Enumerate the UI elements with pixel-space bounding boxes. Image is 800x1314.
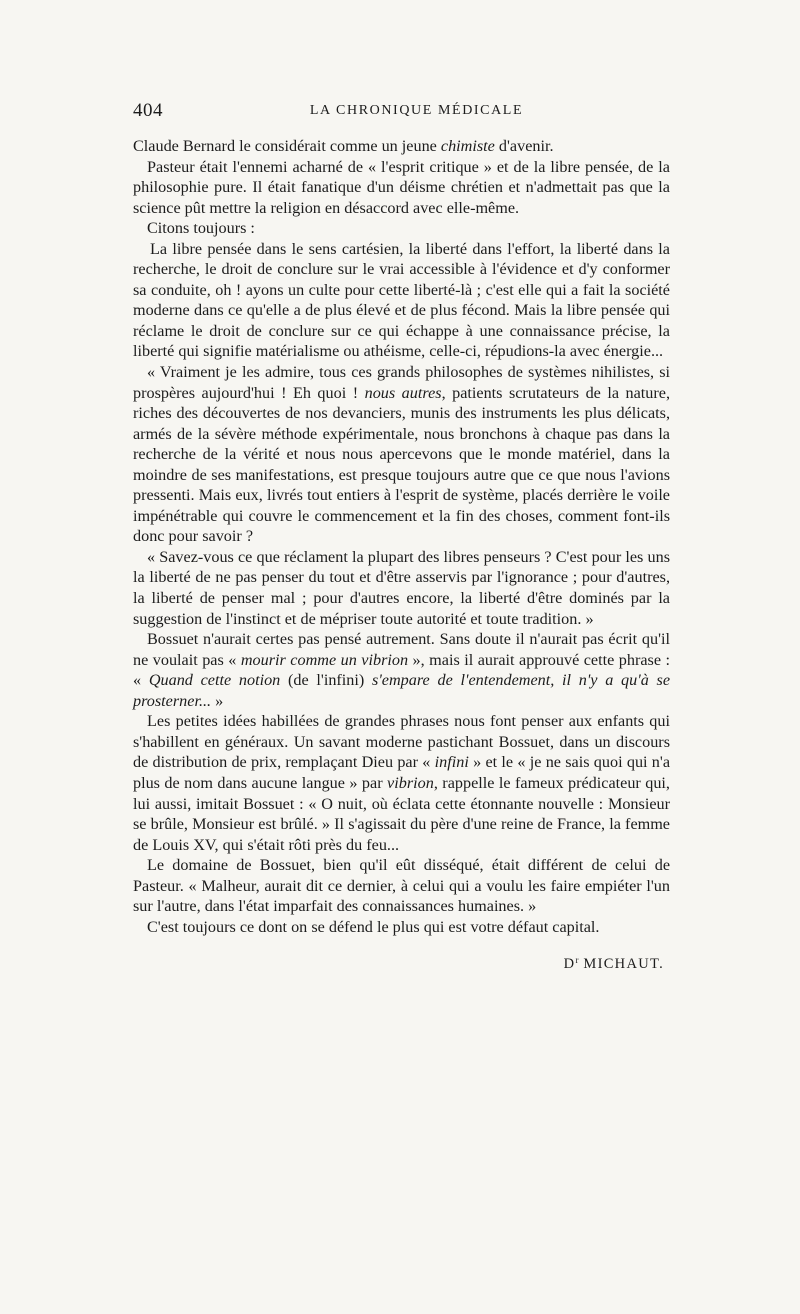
quote-paragraph-1: La libre pensée dans le sens cartésien, la liberté dans l'effort, la liberté dans la recherche, le droit de conclure sur le vrai accessible à l'évidence et d'y conformer sa conduite, oh ! ayons un culte pour cette liberté-là ; c'est elle qui a fait la société moderne dans ce qu'elle a de plus élevé et de plus fécond. Mais la libre pensée qui réclame le droit de conclure sur ce qui échappe à une connaissance précise, la liberté qui signifie matérialisme ou athéisme, celle-ci, répudions-la avec énergie... xyxy=(133,239,670,361)
author-signature: $D^r$ MICHAUT. xyxy=(563,955,664,973)
paragraph-defaut: C'est toujours ce dont on se défend le plus qui est votre défaut capital. xyxy=(147,917,600,936)
paragraph-petites-idees: Les petites idées habillées de grandes phrases nous font penser aux enfants qui s'habillent en généraux. Un savant moderne pastichant Bossuet, dans un discours de distribution de prix, remplaçant Dieu par « infini » et le « je ne sais quoi qui n'a plus de nom dans aucune langue » par vibrion, rappelle le fameux prédicateur qui, lui aussi, imitait Bossuet : « O nuit, où éclata cette étonnante nouvelle : Monsieur se brûle, Monsieur est brûlé. » Il s'agissait du père d'une reine de France, la femme de Louis XV, qui s'était rôti près du feu... xyxy=(133,712,670,854)
page-header xyxy=(133,100,670,128)
page xyxy=(133,100,670,973)
quote-paragraph-3: « Savez-vous ce que réclament la plupart des libres penseurs ? C'est pour les uns la liberté de ne pas penser du tout et d'être asservis par l'ignorance ; pour d'autres, la liberté de penser mal ; pour d'autres encore, la liberté d'être dominés par la suggestion de l'instinct et de mépriser toute autorité et toute tradition. » xyxy=(133,547,670,628)
paragraph-bossuet: Bossuet n'aurait certes pas pensé autrement. Sans doute il n'aurait pas écrit qu'il ne voulait pas « mourir comme un vibrion », mais il aurait approuvé cette phrase : « Quand cette notion (de l'infini) s'empare de l'entendement, il n'y a qu'à se prosterner... » xyxy=(133,630,671,710)
quote-paragraph-2: « Vraiment je les admire, tous ces grands philosophes de systèmes nihilistes, si prospères aujourd'hui ! Eh quoi ! nous autres, patients scrutateurs de la nature, riches des découvertes de nos devanciers, munis des instruments les plus délicats, armés de la sévère méthode expérimentale, nous bronchons à chaque pas dans la recherche de la vérité et nous nous apercevons que le monde matériel, dans la moindre de ses manifestations, est presque toujours autre que ce que nous l'avions pressenti. Mais eux, livrés tout entiers à l'esprit de système, placés derrière le voile impénétrable qui couvre le commencement et la fin des choses, comment font-ils donc pour savoir ? xyxy=(133,363,671,546)
page-number: 404 xyxy=(133,100,163,121)
paragraph-1: Claude Bernard le considérait comme un jeune chimiste d'avenir. xyxy=(133,137,554,155)
paragraph-3: Citons toujours : xyxy=(147,219,255,238)
running-head: LA CHRONIQUE MÉDICALE xyxy=(309,103,524,118)
paragraph-domaine: Le domaine de Bossuet, bien qu'il eût disséqué, était différent de celui de Pasteur. « Malheur, aurait dit ce dernier, à celui qui a voulu les faire empiéter l'un sur l'autre, dans l'état imparfait des connaissances humaines. » xyxy=(133,856,670,916)
paragraph-2: Pasteur était l'ennemi acharné de « l'esprit critique » et de la libre pensée, de la philosophie pure. Il était fanatique d'un déisme chrétien et n'admettait pas que la science pût mettre la religion en désaccord avec elle-même. xyxy=(133,157,670,217)
